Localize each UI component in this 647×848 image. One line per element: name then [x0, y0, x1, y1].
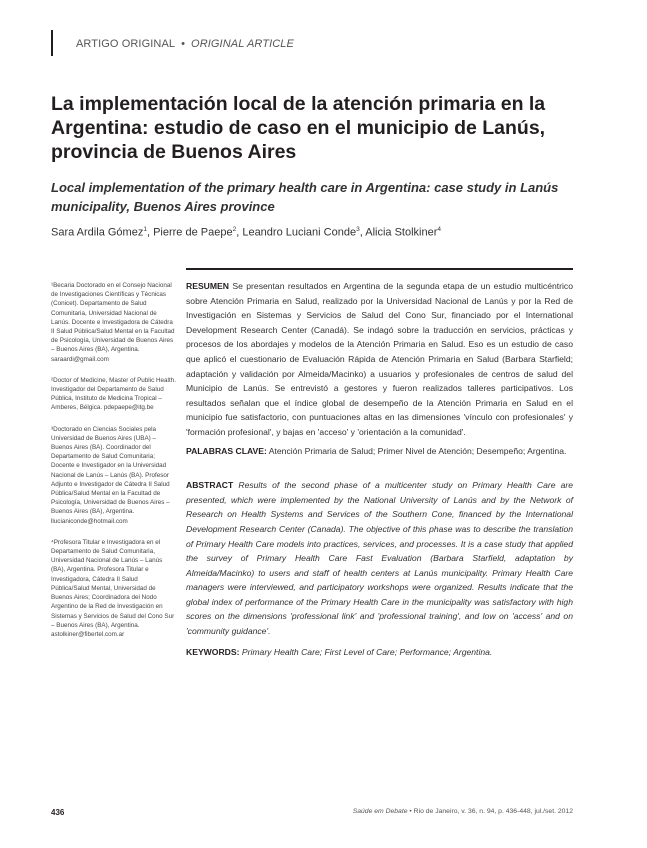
author-list [51, 226, 591, 239]
journal-name: Saúde em Debate [352, 808, 408, 815]
affiliation-note: ²Doctor of Medicine, Master of Public Health. Investigador del Departamento de Salud Pública, Instituto de Medicina Tropical – Amberes, Bélgica. pdepaepe@itg.be [51, 376, 176, 412]
article-title: La implementación local de la atención primaria en la Argentina: estudio de caso en el municipio de Lanús, provincia de Buenos Aires [51, 93, 546, 163]
citation-details: • Rio de Janeiro, v. 36, n. 94, p. 436-448, jul./set. 2012 [407, 808, 573, 815]
author-name: Alicia Stolkiner [365, 226, 438, 239]
section-separator: • [181, 38, 186, 50]
keywords-es [186, 444, 573, 459]
section-label-en: ORIGINAL ARTICLE [191, 38, 294, 50]
author-affil-ref: 1 [143, 226, 147, 233]
affiliation-note: ³Doctorado en Ciencias Sociales pela Universidad de Buenos Aires (UBA) – Buenos Aires (BA). Coordinador del Departamento de Salud Comunitaria; Docente e Investigador en la Universidad Nacional de Lanús – Lanús (BA). Profesor Adjunto e Investigador de Cátedra II Salud Pública/Salud Mental en la Facultad de Psicología, Universidad de Buenos Aires – Buenos Aires (BA), Argentina. llucianiconde@hotmail.com [51, 425, 170, 525]
abstract-es-text: Se presentan resultados en Argentina de la segunda etapa de un estudio multicéntrico sobre Atención Primaria en Salud, realizado por la Universidad Nacional de Lanús y por la Red de Investigación en Sistemas y Servicios de Salud del Cono Sur, financiado por el International Development Research Center (Canadá). Se indagó sobre la traducción en servicios, prácticas y procesos de los abordajes y modelos de la Atención Primaria en Salud. Eso es un estudio de caso que aplicó el cuestionario de Evaluación Rápida de Atención Primaria en Salud (Barbara Starfield; adaptación y validación por Almeida/Macinko) a usuarios y profesionales de centros de salud del Municipio de Lanús. Se entrevistó a gestores y fueron realizados talleres participativos. Los resultados señalan que el índice global de desempeño de la Atención Primaria en Salud en el municipio fue satisfactorio, con puntuaciones altas en las dimensiones 'vínculo con profesionales' y 'formación profesional', y bajas en 'acceso' y 'orientación a la comunidad'. [186, 281, 574, 437]
affiliation-note: ¹Becaria Doctorado en el Consejo Nacional de Investigaciones Científicas y Técnicas (Conicet). Departamento de Salud Comunitaria, Universidad Nacional de Lanús. Docente e Investigadora de Cátedra II Salud Pública/Salud Mental en la Facultad de Psicología, Universidad de Buenos Aires – Buenos Aires (BA), Argentina. saraardi@gmail.com [51, 282, 175, 363]
abstract-column [186, 279, 573, 659]
author-affil-ref: 2 [232, 226, 237, 233]
abstract-es [186, 279, 573, 440]
section-header [76, 38, 294, 50]
author-name: Leandro Luciani Conde [242, 226, 357, 239]
keywords-es-label: PALABRAS CLAVE: [186, 445, 267, 456]
author-separator: , [236, 226, 243, 239]
journal-citation [353, 808, 573, 815]
page-number: 436 [51, 808, 65, 817]
author-affil-ref: 4 [437, 226, 441, 233]
author-name: Pierre de Paepe [153, 226, 233, 239]
author-separator: , [146, 226, 154, 239]
keywords-en [186, 645, 573, 660]
affiliation-note: ⁴Profesora Titular e Investigadora en el Departamento de Salud Comunitaria, Universidad Nacional de Lanús – Lanús (BA), Argentina. Profesora Titular e Investigadora, Cátedra II Salud Pública/Salud Mental, Universidad de Buenos Aires; Coordinadora del Nodo Argentino de la Red de Investigación en Sistemas y Servicios de Salud del Cono Sur – Buenos Aires (BA), Argentina. astolkiner@fibertel.com.ar [51, 538, 175, 638]
abstract-en-text: Results of the second phase of a multicenter study on Primary Health Care are presented, which were implemented by the National University of Lanús and by the Network of Research on Health Systems and Services of the Southern Cone, financed by the International Development Research Center (Canada). The objective of this phase was to describe the translation of Primary Health Care models into practices, services, and processes. It is a case study that applied the survey of Primary Health Care Fast Evaluation (Barbara Starfield, adaptation by Almeida/Macinko) to users and staff of health centers at Lanús municipality. Primary Health Care managers were interviewed, and participatory workshops were organized. Results indicate that the global index of performance of the Primary Health Care in the municipality was satisfactory with high scores on the dimensions 'professional link' and 'professional training', and low on 'access' and on 'community guidance'. [186, 480, 573, 637]
keywords-en-text: Primary Health Care; First Level of Care; Performance; Argentina. [241, 646, 493, 657]
author-name: Sara Ardila Gómez [51, 226, 144, 239]
abstract-en-label: ABSTRACT [186, 480, 234, 491]
keywords-en-label: KEYWORDS: [186, 646, 240, 657]
affiliations-column [51, 281, 176, 651]
keywords-es-text: Atención Primaria de Salud; Primer Nivel de Atención; Desempeño; Argentina. [268, 445, 567, 456]
section-label-pt: ARTIGO ORIGINAL [76, 38, 176, 50]
author-separator: , [359, 226, 366, 239]
abstract-es-label: RESUMEN [186, 281, 229, 291]
header-accent-bar [51, 30, 53, 56]
abstract-top-rule [186, 268, 573, 270]
abstract-en [186, 478, 573, 639]
author-affil-ref: 3 [356, 226, 360, 233]
article-subtitle: Local implementation of the primary health care in Argentina: case study in Lanús municipality, Buenos Aires province [51, 180, 559, 214]
